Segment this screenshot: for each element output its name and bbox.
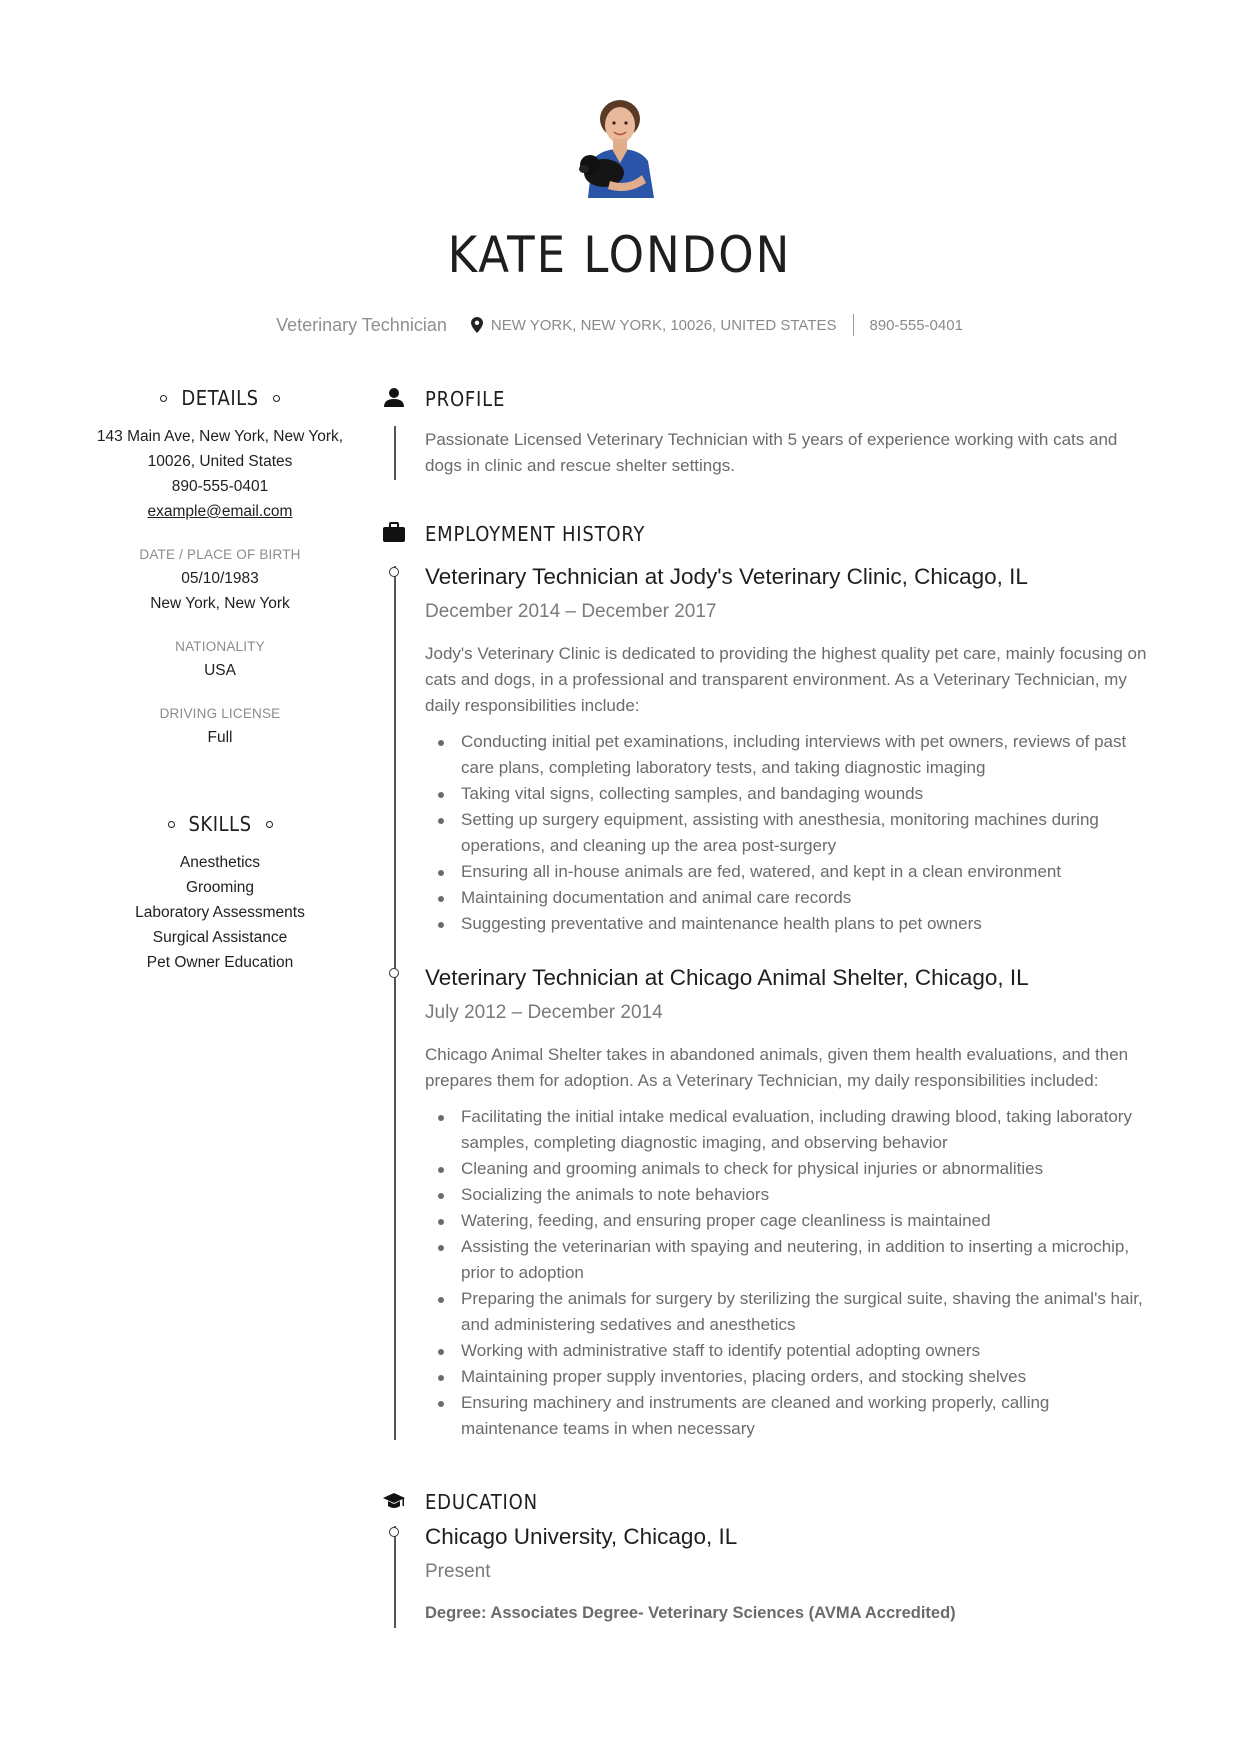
education-degree: Degree: Associates Degree- Veterinary Sciences (AVMA Accredited) bbox=[425, 1604, 956, 1622]
education-timeline-line bbox=[394, 1526, 396, 1628]
profile-timeline-line bbox=[394, 426, 396, 480]
skill-item: Grooming bbox=[185, 879, 255, 896]
nationality-label: NATIONALITY bbox=[175, 639, 265, 654]
license-value: Full bbox=[207, 729, 233, 746]
list-item: Preparing the animals for surgery by sterilizing the surgical suite, shaving the animal's hair, and administering sedatives and anesthetics bbox=[430, 1286, 1150, 1338]
ring-icon bbox=[160, 395, 167, 402]
profile-photo bbox=[570, 95, 666, 198]
skills-heading bbox=[95, 812, 345, 836]
timeline-dot bbox=[389, 567, 399, 577]
skills-heading-label: SKILLS bbox=[188, 812, 252, 836]
job-title-2: Veterinary Technician at Chicago Animal Shelter, Chicago, IL bbox=[425, 965, 1029, 990]
list-item: Taking vital signs, collecting samples, and bandaging wounds bbox=[430, 781, 1150, 807]
employment-heading-label: EMPLOYMENT HISTORY bbox=[425, 522, 646, 546]
ring-icon bbox=[273, 395, 280, 402]
location-pin-icon bbox=[471, 317, 483, 333]
skills-section bbox=[95, 812, 345, 975]
list-item: Cleaning and grooming animals to check for physical injuries or abnormalities bbox=[430, 1156, 1150, 1182]
profile-heading-label: PROFILE bbox=[425, 387, 506, 411]
header-separator bbox=[853, 314, 854, 336]
dob-label: DATE / PLACE OF BIRTH bbox=[139, 547, 301, 562]
school-name: Chicago University, Chicago, IL bbox=[425, 1524, 738, 1549]
email-link[interactable]: example@email.com bbox=[147, 503, 293, 520]
address-line1: 143 Main Ave, New York, New York, bbox=[96, 428, 344, 445]
list-item: Ensuring machinery and instruments are cleaned and working properly, calling maintenance teams in when necessary bbox=[430, 1390, 1150, 1442]
list-item: Socializing the animals to note behaviors bbox=[430, 1182, 1150, 1208]
list-item: Maintaining documentation and animal care records bbox=[430, 885, 1150, 911]
nationality-value: USA bbox=[204, 662, 236, 679]
details-heading-label: DETAILS bbox=[181, 386, 259, 410]
license-label: DRIVING LICENSE bbox=[159, 706, 281, 721]
list-item: Conducting initial pet examinations, including interviews with pet owners, reviews of past care plans, completing laboratory tests, and taking diagnostic imaging bbox=[430, 729, 1150, 781]
job-dates-2: July 2012 – December 2014 bbox=[425, 1002, 663, 1023]
candidate-name: KATE LONDON bbox=[447, 226, 792, 284]
list-item: Watering, feeding, and ensuring proper cage cleanliness is maintained bbox=[430, 1208, 1150, 1234]
skill-item: Surgical Assistance bbox=[152, 929, 288, 946]
details-phone: 890-555-0401 bbox=[171, 478, 269, 495]
ring-icon bbox=[168, 821, 175, 828]
ring-icon bbox=[266, 821, 273, 828]
list-item: Working with administrative staff to identify potential adopting owners bbox=[430, 1338, 1150, 1364]
address-line2: 10026, United States bbox=[147, 453, 293, 470]
employment-timeline-line bbox=[394, 566, 396, 1440]
list-item: Ensuring all in-house animals are fed, watered, and kept in a clean environment bbox=[430, 859, 1150, 885]
list-item: Suggesting preventative and maintenance health plans to pet owners bbox=[430, 911, 1150, 937]
profile-text: Passionate Licensed Veterinary Technician with 5 years of experience working with cats and dogs in clinic and rescue shelter settings. bbox=[425, 430, 1118, 475]
briefcase-icon bbox=[383, 521, 405, 543]
profile-heading bbox=[383, 387, 505, 411]
timeline-dot bbox=[389, 968, 399, 978]
header-phone: 890-555-0401 bbox=[869, 316, 963, 334]
job-bullets-1 bbox=[430, 729, 1150, 937]
education-heading bbox=[383, 1490, 538, 1514]
list-item: Facilitating the initial intake medical evaluation, including drawing blood, taking laboratory samples, completing diagnostic imaging, and observing behavior bbox=[430, 1104, 1150, 1156]
person-icon bbox=[383, 387, 405, 409]
job-description-2: Chicago Animal Shelter takes in abandoned animals, given them health evaluations, and then prepares them for adoption. As a Veterinary Technician, my daily responsibilities included: bbox=[425, 1045, 1129, 1090]
dob-value: 05/10/1983 bbox=[181, 570, 259, 587]
timeline-dot bbox=[389, 1527, 399, 1537]
graduation-cap-icon bbox=[383, 1490, 405, 1512]
list-item: Assisting the veterinarian with spaying and neutering, in addition to inserting a microchip, prior to adoption bbox=[430, 1234, 1150, 1286]
list-item: Maintaining proper supply inventories, placing orders, and stocking shelves bbox=[430, 1364, 1150, 1390]
job-dates-1: December 2014 – December 2017 bbox=[425, 601, 717, 622]
skill-item: Pet Owner Education bbox=[146, 954, 294, 971]
skill-item: Anesthetics bbox=[179, 854, 261, 871]
header-location: NEW YORK, NEW YORK, 10026, UNITED STATES bbox=[490, 316, 837, 334]
details-section bbox=[95, 386, 345, 750]
education-heading-label: EDUCATION bbox=[425, 1490, 538, 1514]
skill-item: Laboratory Assessments bbox=[135, 904, 305, 921]
header-subline bbox=[0, 313, 1239, 337]
job-bullets-2 bbox=[430, 1104, 1150, 1442]
details-heading bbox=[95, 386, 345, 410]
birthplace-value: New York, New York bbox=[150, 595, 290, 612]
job-description-1: Jody's Veterinary Clinic is dedicated to providing the highest quality pet care, mainly focusing on cats and dogs, in a professional and transparent environment. As a Veterinary Technician, my daily responsibilities include: bbox=[425, 644, 1147, 715]
job-title-1: Veterinary Technician at Jody's Veterinary Clinic, Chicago, IL bbox=[425, 564, 1028, 589]
education-dates: Present bbox=[425, 1561, 491, 1582]
list-item: Setting up surgery equipment, assisting with anesthesia, monitoring machines during operations, and cleaning up the area post-surgery bbox=[430, 807, 1150, 859]
job-title: Veterinary Technician bbox=[276, 314, 447, 335]
employment-heading bbox=[383, 522, 645, 546]
